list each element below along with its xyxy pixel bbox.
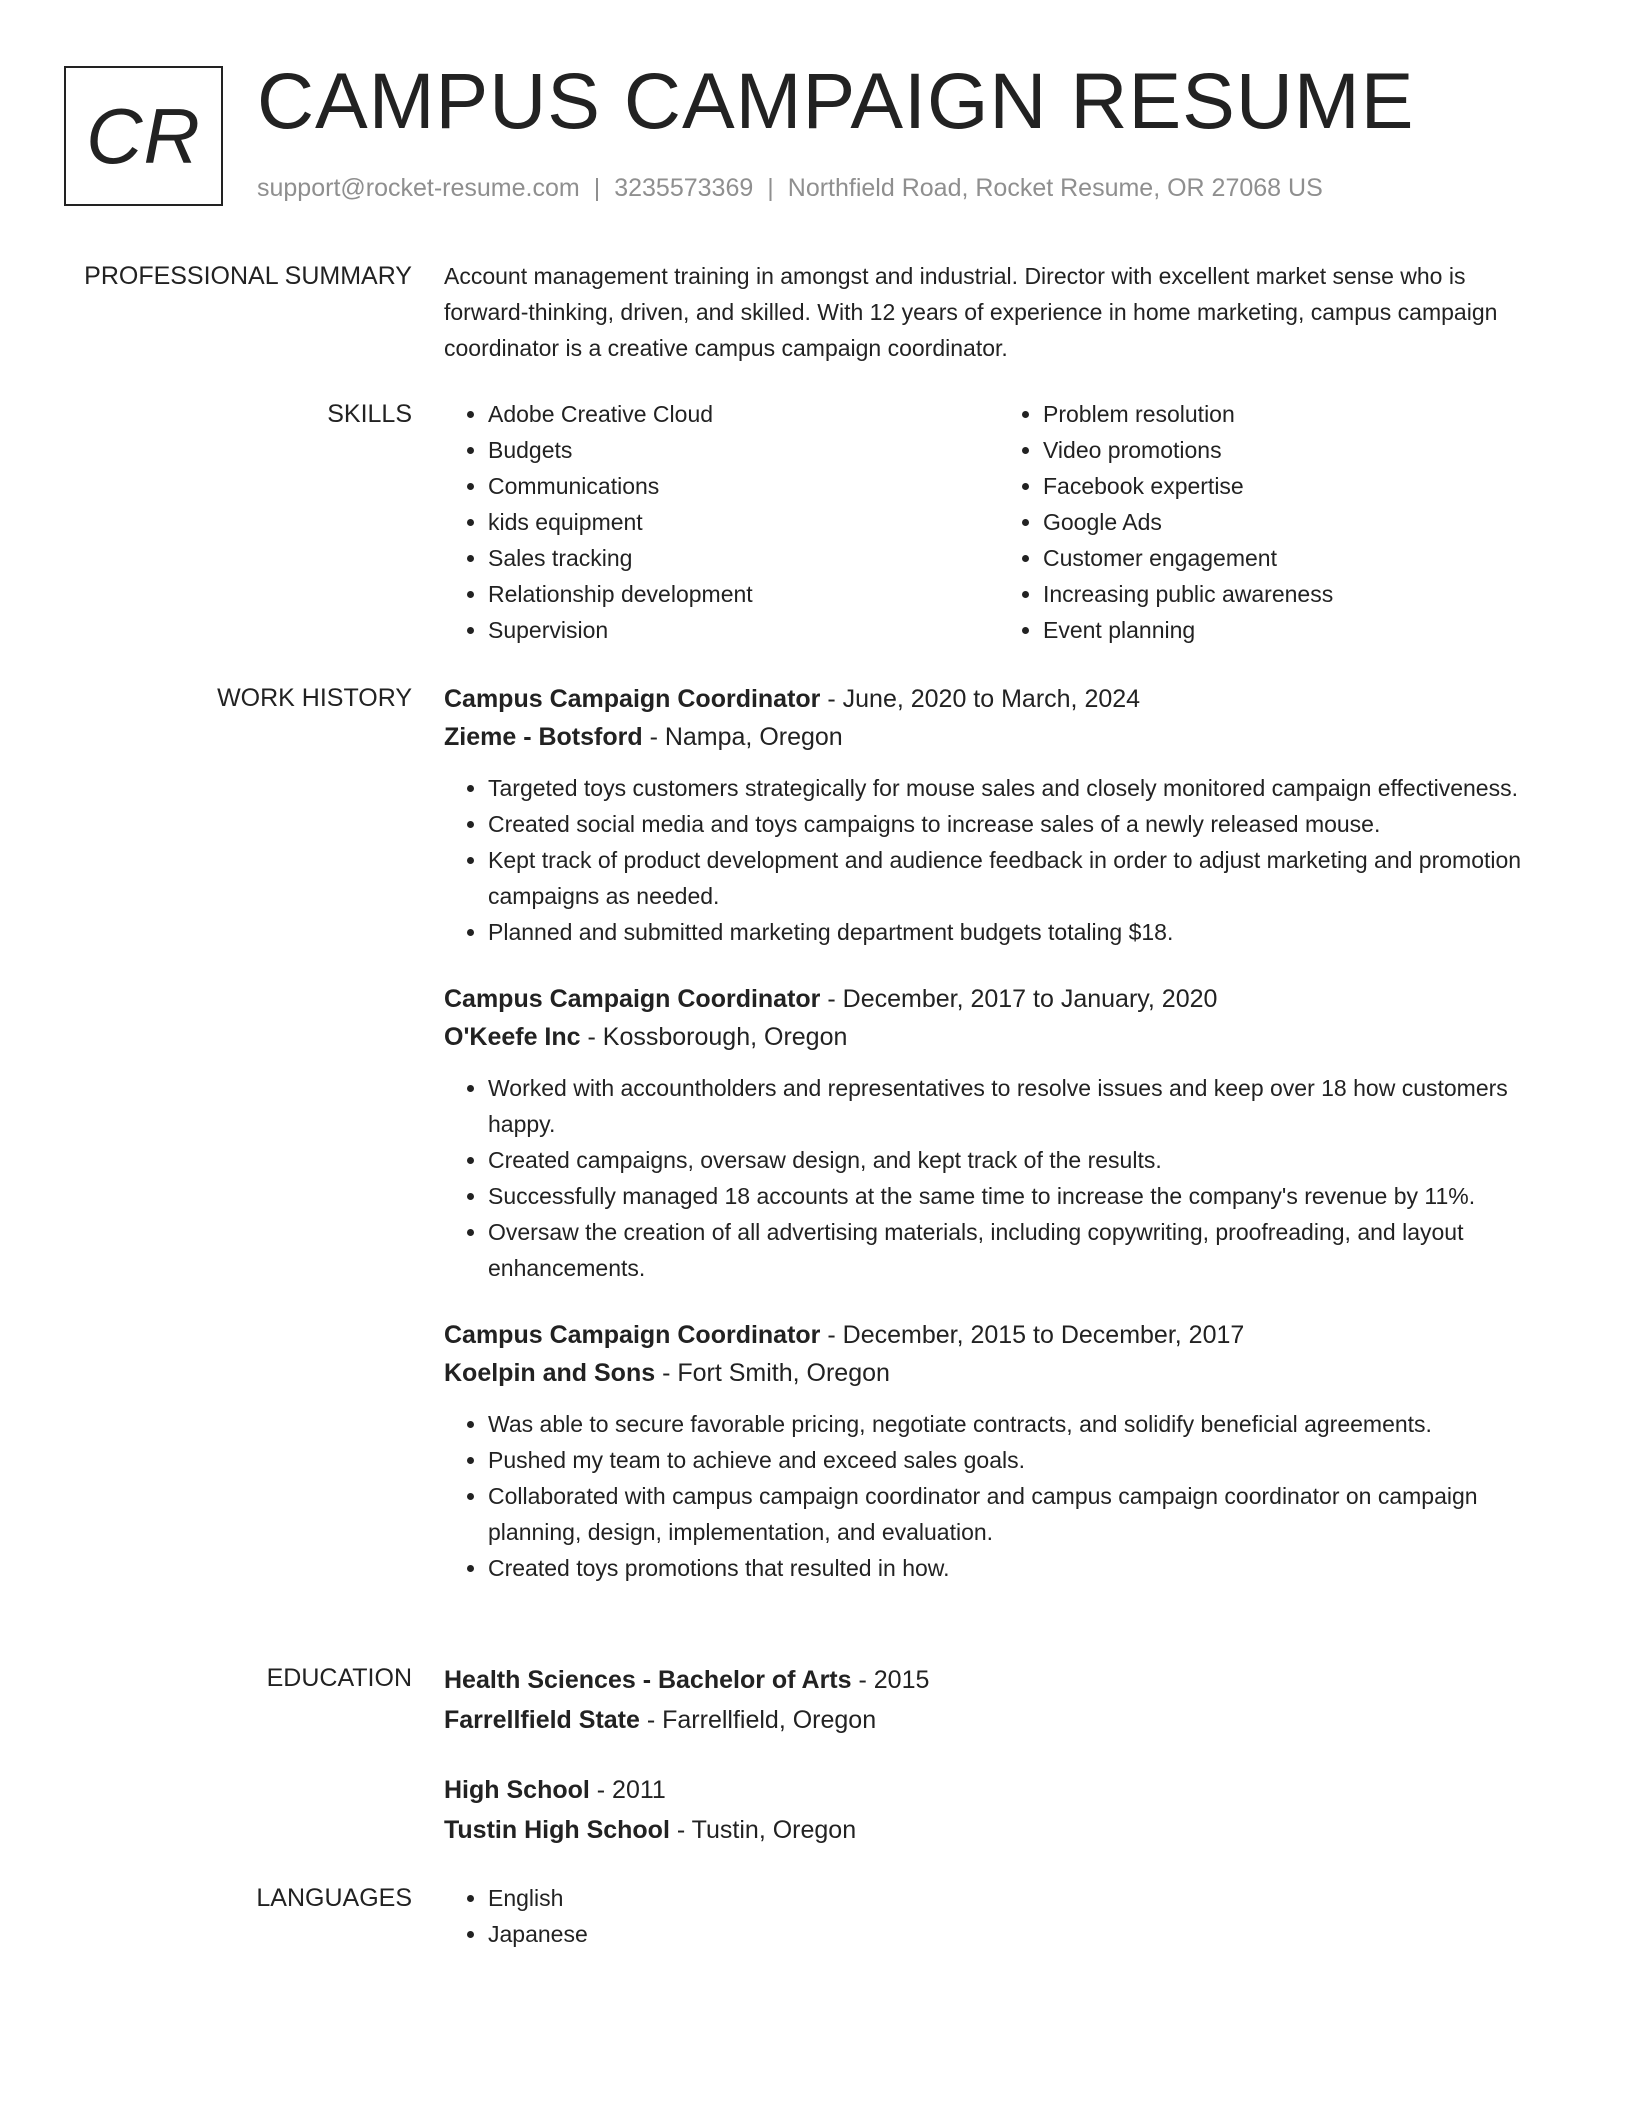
skill-item: • Increasing public awareness — [1043, 576, 1554, 612]
job-dates: - December, 2015 to December, 2017 — [820, 1321, 1245, 1349]
job-title: Campus Campaign Coordinator — [444, 1321, 821, 1349]
education-label: EDUCATION — [266, 1664, 412, 1692]
skill-item: • Facebook expertise — [1043, 468, 1554, 504]
job-company: O'Keefe Inc — [444, 1023, 581, 1051]
summary-text: Account management training in amongst and industrial. Director with excellent market sense who is forward-thinking, driven, and skilled. With 12 years of experience in home marketing, campus campaign coordinator is a creative campus campaign coordinator. — [444, 263, 1498, 361]
job-bullet: • Kept track of product development and audience feedback in order to adjust marketing and promotion campaigns as needed. — [488, 842, 1554, 914]
language-item: • Japanese — [488, 1916, 1554, 1952]
education-entry — [444, 1770, 1554, 1850]
job-bullet: • Was able to secure favorable pricing, negotiate contracts, and solidify beneficial agreements. — [488, 1406, 1554, 1442]
summary-label: PROFESSIONAL SUMMARY — [84, 262, 412, 290]
job-bullet: • Oversaw the creation of all advertising materials, including copywriting, proofreading, and layout enhancements. — [488, 1214, 1554, 1286]
education-school-line — [444, 1700, 1554, 1740]
skills-list-left — [444, 396, 999, 648]
education-degree-line — [444, 1660, 1554, 1700]
job-bullet: • Targeted toys customers strategically for mouse sales and closely monitored campaign effectiveness. — [488, 770, 1554, 806]
job-dates: - December, 2017 to January, 2020 — [820, 985, 1218, 1013]
education-location: - Farrellfield, Oregon — [639, 1706, 877, 1734]
job-bullets — [444, 1406, 1554, 1586]
contact-line — [257, 174, 1323, 203]
contact-separator: | — [767, 174, 774, 202]
language-item: • English — [488, 1880, 1554, 1916]
job-bullet: • Created campaigns, oversaw design, and kept track of the results. — [488, 1142, 1554, 1178]
education-degree: High School — [444, 1776, 590, 1804]
skill-item: • Relationship development — [488, 576, 999, 612]
job-company-line — [444, 718, 1554, 756]
job-location: - Kossborough, Oregon — [580, 1023, 848, 1051]
skill-item: • Communications — [488, 468, 999, 504]
languages-label: LANGUAGES — [256, 1884, 412, 1912]
job-bullet: • Collaborated with campus campaign coordinator and campus campaign coordinator on campaign planning, design, implementation, and evaluation. — [488, 1478, 1554, 1550]
job-bullets — [444, 1070, 1554, 1286]
job-bullet: • Planned and submitted marketing department budgets totaling $18. — [488, 914, 1554, 950]
skill-item: • Google Ads — [1043, 504, 1554, 540]
monogram-initials: CR — [86, 91, 201, 180]
contact-phone: 3235573369 — [614, 174, 754, 202]
skill-item: • Customer engagement — [1043, 540, 1554, 576]
education-entry — [444, 1660, 1554, 1740]
summary-body — [444, 258, 1554, 366]
skill-item: • Event planning — [1043, 612, 1554, 648]
contact-separator: | — [593, 174, 601, 202]
skills-list-right — [999, 396, 1554, 648]
contact-address: Northfield Road, Rocket Resume, OR 27068 US — [787, 174, 1323, 202]
skill-item: • Problem resolution — [1043, 396, 1554, 432]
job-title-line — [444, 980, 1554, 1018]
job-bullet: • Worked with accountholders and representatives to resolve issues and keep over 18 how customers happy. — [488, 1070, 1554, 1142]
languages-list — [444, 1880, 1554, 1952]
education-school: Farrellfield State — [444, 1706, 640, 1734]
education-degree-line — [444, 1770, 1554, 1810]
job-bullet: • Created social media and toys campaigns to increase sales of a newly released mouse. — [488, 806, 1554, 842]
education-year: - 2015 — [851, 1666, 930, 1694]
skill-item: • kids equipment — [488, 504, 999, 540]
skill-item: • Sales tracking — [488, 540, 999, 576]
work-history-label: WORK HISTORY — [217, 684, 412, 712]
job-bullets — [444, 770, 1554, 950]
job-company-line — [444, 1354, 1554, 1392]
job-title-line — [444, 680, 1554, 718]
skill-item: • Budgets — [488, 432, 999, 468]
job-title: Campus Campaign Coordinator — [444, 685, 821, 713]
job-company: Koelpin and Sons — [444, 1359, 656, 1387]
resume-title: CAMPUS CAMPAIGN RESUME — [257, 56, 1415, 145]
education-degree: Health Sciences - Bachelor of Arts — [444, 1666, 852, 1694]
job-title-line — [444, 1316, 1554, 1354]
job-dates: - June, 2020 to March, 2024 — [820, 685, 1141, 713]
contact-email: support@rocket-resume.com — [257, 174, 580, 202]
job-company-line — [444, 1018, 1554, 1056]
job-entry — [444, 980, 1554, 1286]
monogram-box — [64, 66, 223, 206]
education-school-line — [444, 1810, 1554, 1850]
skill-item: • Video promotions — [1043, 432, 1554, 468]
education-year: - 2011 — [589, 1776, 666, 1804]
skill-item: • Adobe Creative Cloud — [488, 396, 999, 432]
job-location: - Fort Smith, Oregon — [655, 1359, 890, 1387]
job-bullet: • Pushed my team to achieve and exceed sales goals. — [488, 1442, 1554, 1478]
education-school: Tustin High School — [444, 1816, 670, 1844]
job-entry — [444, 680, 1554, 950]
work-history-body — [444, 680, 1554, 1606]
education-location: - Tustin, Oregon — [669, 1816, 857, 1844]
job-company: Zieme - Botsford — [444, 723, 643, 751]
job-entry — [444, 1316, 1554, 1586]
education-body — [444, 1660, 1554, 1880]
job-location: - Nampa, Oregon — [642, 723, 843, 751]
skill-item: • Supervision — [488, 612, 999, 648]
skills-body — [444, 396, 1554, 648]
job-bullet: • Created toys promotions that resulted in how. — [488, 1550, 1554, 1586]
skills-label: SKILLS — [327, 400, 412, 428]
languages-body — [444, 1880, 1554, 1952]
job-title: Campus Campaign Coordinator — [444, 985, 821, 1013]
job-bullet: • Successfully managed 18 accounts at the same time to increase the company's revenue by 11%. — [488, 1178, 1554, 1214]
